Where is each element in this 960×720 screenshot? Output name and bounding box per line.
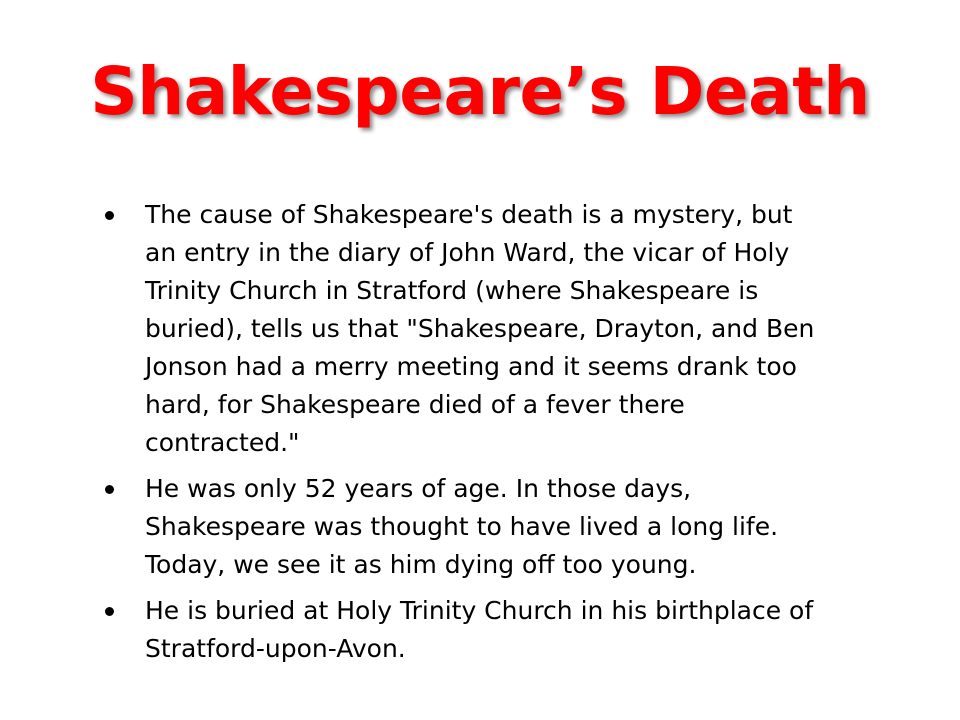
bullet-text: He is buried at Holy Trinity Church in his birthplace of Stratford-upon-Avon.: [145, 596, 814, 663]
bullet-item: [103, 196, 823, 462]
bullet-item: [103, 592, 823, 668]
bullet-dot-icon: [105, 485, 114, 494]
bullet-text: The cause of Shakespeare's death is a mystery, but an entry in the diary of John Ward, the vicar of Holy Trinity Church in Stratford (where Shakespeare is buried), tells us that "Shakespeare, Drayton, and Ben Jonson had a merry meeting and it seems drank too hard, for Shakespeare died of a fever there contracted.": [145, 200, 815, 457]
bullet-dot-icon: [105, 211, 114, 220]
bullet-dot-icon: [105, 607, 114, 616]
slide-title: Shakespeare’s Death: [90, 53, 870, 130]
bullet-item: [103, 470, 823, 584]
bullet-list: [103, 196, 823, 676]
bullet-text: He was only 52 years of age. In those days, Shakespeare was thought to have lived a long life. Today, we see it as him dying off too young.: [145, 474, 779, 579]
